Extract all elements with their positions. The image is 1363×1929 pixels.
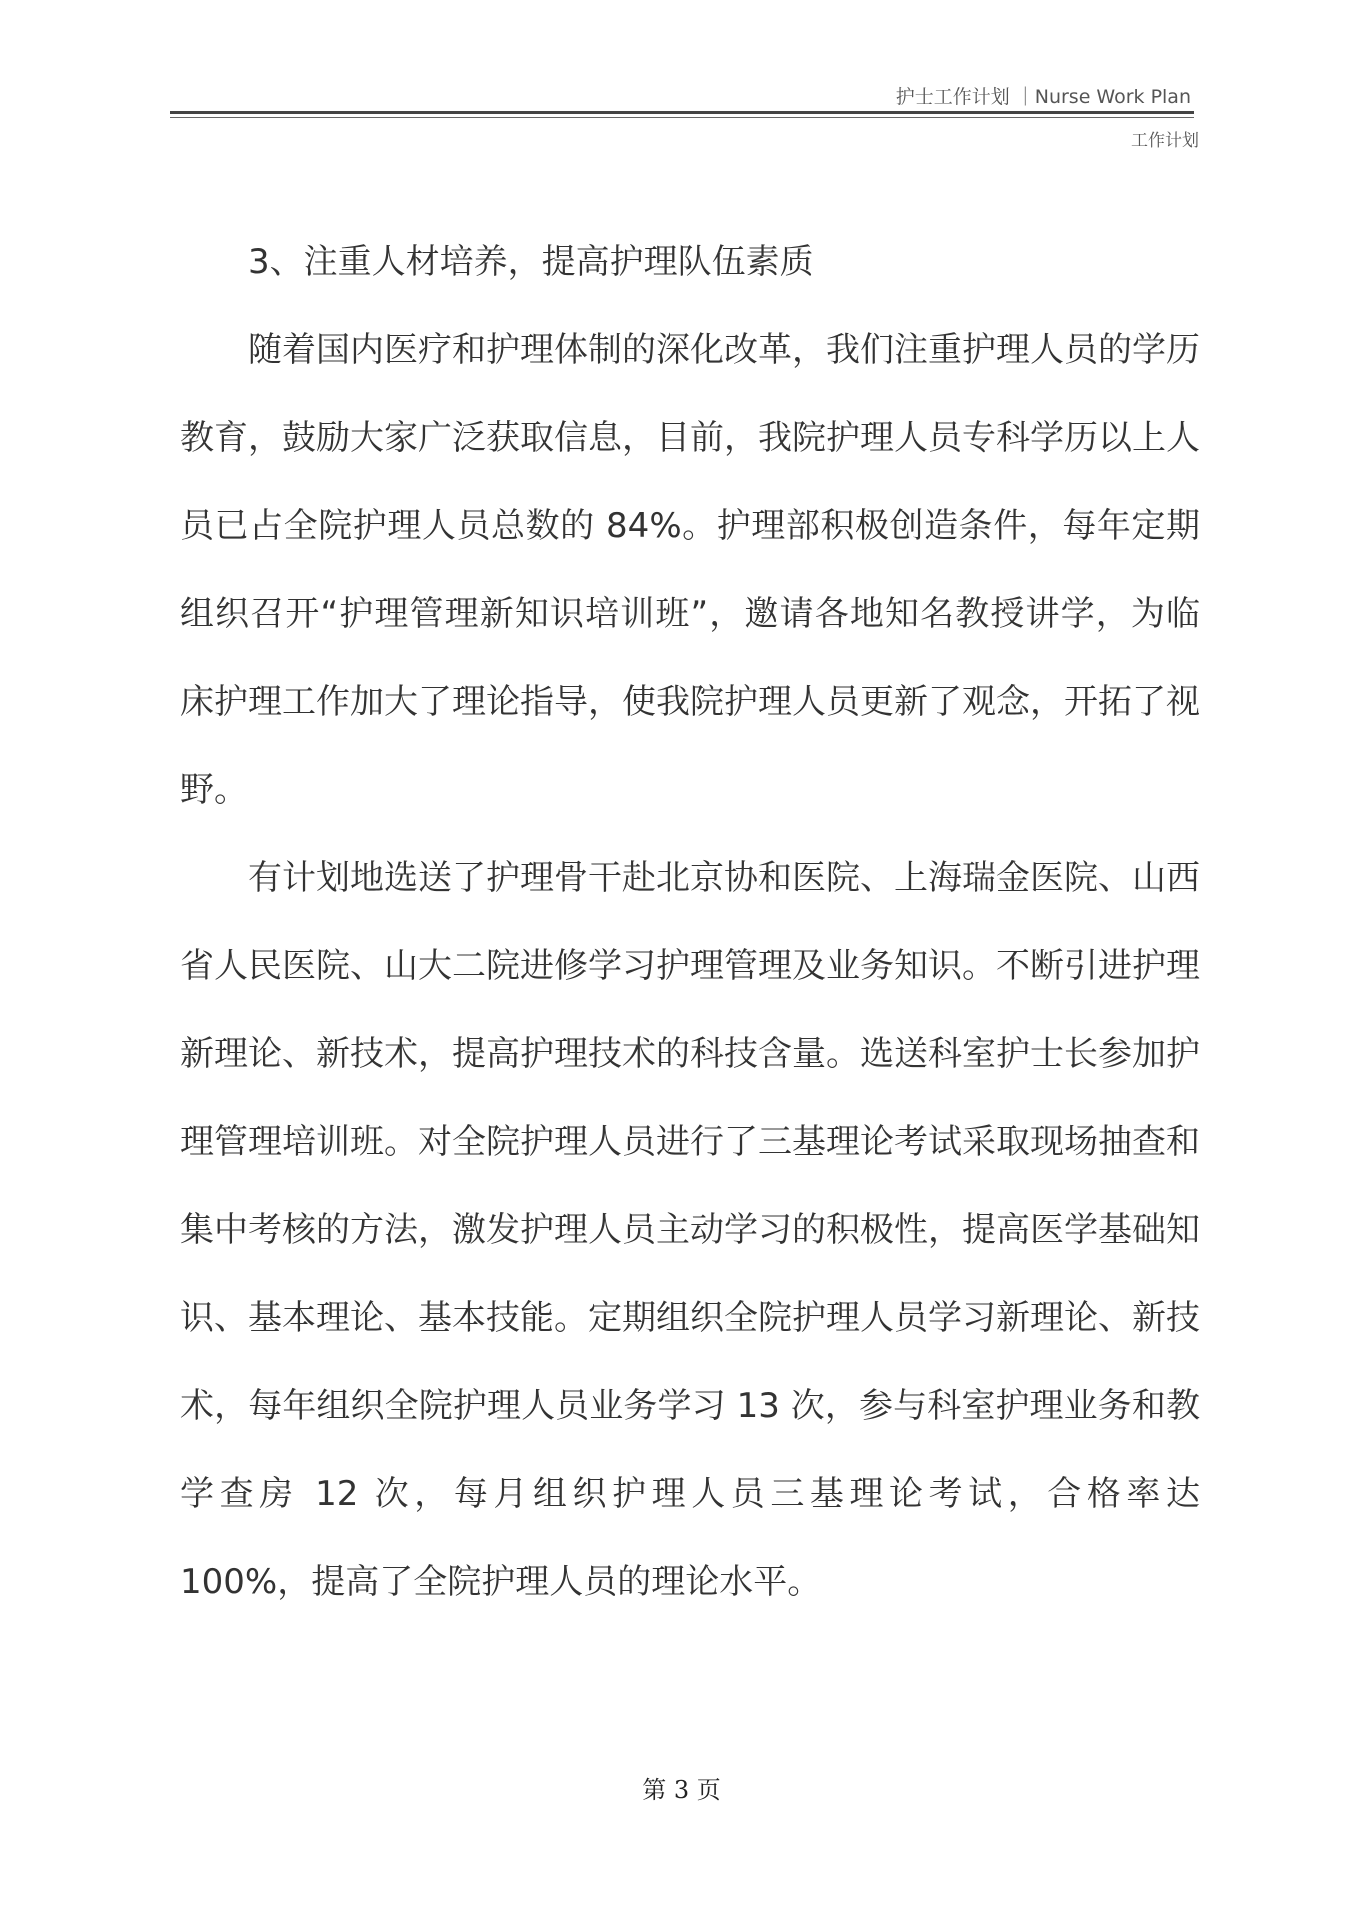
header-title: 护士工作计划 ｜Nurse Work Plan — [895, 86, 1191, 108]
section-heading: 3、注重人材培养，提高护理队伍素质 — [248, 242, 814, 282]
header-rule-thick — [170, 111, 1194, 114]
header-subtitle: 工作计划 — [1131, 131, 1199, 151]
header-rule-thin — [170, 117, 1194, 118]
page-number: 第 3 页 — [642, 1776, 721, 1804]
paragraph-2: 有计划地选送了护理骨干赴北京协和医院、上海瑞金医院、山西省人民医院、山大二院进修学习护理管理及业务知识。不断引进护理新理论、新技术，提高护理技术的科技含量。选送科室护士长参加护理管理培训班。对全院护理人员进行了三基理论考试采取现场抽查和集中考核的方法，激发护理人员主动学习的积极性，提高医学基础知识、基本理论、基本技能。定期组织全院护理人员学习新理论、新技术，每年组织全院护理人员业务学习 13 次，参与科室护理业务和教学查房 12 次，每月组织护理人员三基理论考试，合格率达 100%，提高了全院护理人员的理论水平。 — [180, 858, 1200, 1602]
paragraph-1: 随着国内医疗和护理体制的深化改革，我们注重护理人员的学历教育，鼓励大家广泛获取信息，目前，我院护理人员专科学历以上人员已占全院护理人员总数的 84%。护理部积极创造条件，每年定期组织召开“护理管理新知识培训班”，邀请各地知名教授讲学，为临床护理工作加大了理论指导，使我院护理人员更新了观念，开拓了视野。 — [180, 330, 1200, 810]
document-body — [180, 218, 1200, 1626]
